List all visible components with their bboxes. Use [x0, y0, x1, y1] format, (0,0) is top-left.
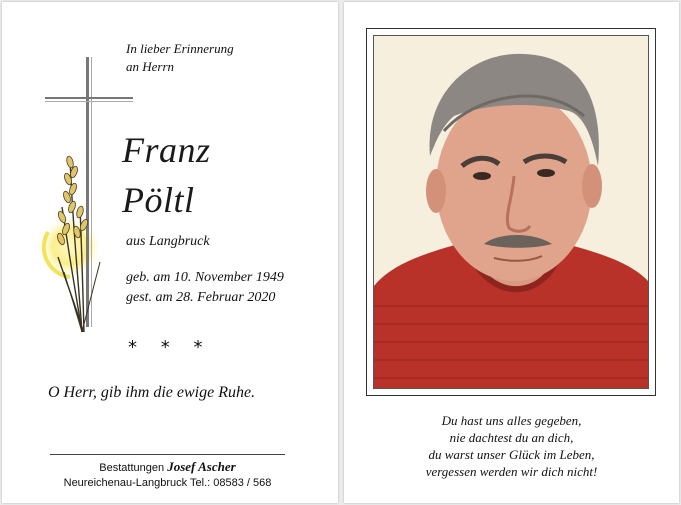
portrait-photo — [373, 35, 649, 389]
first-name: Franz — [122, 130, 211, 170]
poem-line-2: nie dachtest du an dich, — [449, 430, 574, 445]
right-card — [344, 2, 679, 503]
undertaker-prefix: Bestattungen — [99, 462, 168, 474]
intro-line-1: In lieber Erinnerung — [126, 41, 234, 56]
poem-line-4: vergessen werden wir dich nicht! — [425, 464, 598, 479]
undertaker-line — [50, 459, 285, 476]
birth-date: geb. am 10. November 1949 — [126, 270, 284, 285]
poem-line-3: du warst unser Glück im Leben, — [428, 447, 595, 462]
undertaker-footer — [50, 454, 285, 491]
origin-text: aus Langbruck — [126, 234, 210, 249]
life-dates — [126, 268, 284, 308]
undertaker-name: Josef Ascher — [167, 459, 236, 474]
prayer-text: O Herr, gib ihm die ewige Ruhe. — [48, 384, 256, 401]
intro-text — [126, 40, 234, 76]
undertaker-address: Neureichenau-Langbruck Tel.: 08583 / 568 — [63, 477, 272, 489]
death-date: gest. am 28. Februar 2020 — [126, 290, 276, 305]
memorial-poem — [344, 412, 679, 480]
stars-divider: * * * — [128, 337, 212, 358]
portrait-image — [374, 36, 648, 388]
poem-line-1: Du hast uns alles gegeben, — [441, 413, 582, 428]
left-card — [2, 2, 338, 503]
last-name: Pöltl — [122, 180, 195, 220]
intro-line-2: an Herrn — [126, 59, 175, 74]
portrait-frame — [366, 28, 656, 396]
